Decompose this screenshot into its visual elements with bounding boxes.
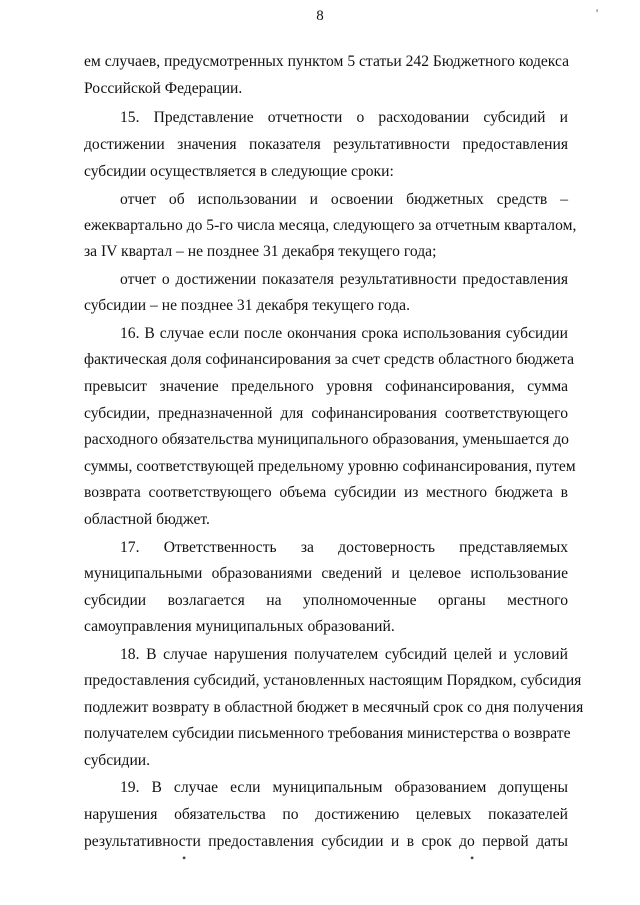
scan-mark-bottom-right: • xyxy=(470,851,475,865)
text-line: расходного обязательства муниципального образования, уменьшается до xyxy=(84,431,569,448)
text-line: подлежит возврату в областной бюджет в месячный срок со дня получения xyxy=(84,699,584,716)
text-line: 18. В случае нарушения получателем субсидий целей и условий xyxy=(120,646,568,663)
text-line: субсидии. xyxy=(84,752,151,769)
text-line: суммы, соответствующей предельному уровню софинансирования, путем xyxy=(84,458,576,475)
text-line: ежеквартально до 5-го числа месяца, следующего за отчетным кварталом, xyxy=(84,217,577,234)
text-line: нарушения обязательства по достижению целевых показателей xyxy=(84,806,568,823)
text-line: ем случаев, предусмотренных пунктом 5 статьи 242 Бюджетного кодекса xyxy=(84,53,570,70)
text-line: 17. Ответственность за достоверность представляемых xyxy=(120,539,568,556)
text-line: субсидии осуществляется в следующие сроки: xyxy=(84,163,394,180)
text-line: возврата соответствующего объема субсидии из местного бюджета в xyxy=(84,484,568,501)
text-line: Российской Федерации. xyxy=(84,80,243,97)
text-line: отчет о достижении показателя результативности предоставления xyxy=(120,271,568,288)
text-line: результативности предоставления субсидии и в срок до первой даты xyxy=(84,833,568,850)
text-line: субсидии возлагается на уполномоченные органы местного xyxy=(84,592,568,609)
text-line: предоставления субсидий, установленных настоящим Порядком, субсидия xyxy=(84,672,582,689)
text-line: 19. В случае если муниципальным образованием допущены xyxy=(120,779,568,796)
text-line: 16. В случае если после окончания срока использования субсидии xyxy=(120,325,568,342)
text-line: отчет об использовании и освоении бюджетных средств – xyxy=(120,191,568,208)
text-line: достижении значения показателя результативности предоставления xyxy=(84,136,568,153)
text-line: фактическая доля софинансирования за счет средств областного бюджета xyxy=(84,351,575,368)
text-line: превысит значение предельного уровня софинансирования, сумма xyxy=(84,378,568,395)
text-line: муниципальными образованиями сведений и целевое использование xyxy=(84,565,568,582)
text-line: 15. Представление отчетности о расходовании субсидий и xyxy=(120,109,568,126)
text-line: за IV квартал – не позднее 31 декабря текущего года; xyxy=(84,243,437,260)
scan-mark-bottom-left: • xyxy=(182,851,187,865)
page-number: 8 xyxy=(316,8,324,24)
text-line: субсидии – не позднее 31 декабря текущего года. xyxy=(84,297,410,314)
scan-mark-top-right: ' xyxy=(596,6,599,20)
text-line: самоуправления муниципальных образований. xyxy=(84,618,395,635)
text-line: областной бюджет. xyxy=(84,511,210,528)
text-line: получателем субсидии письменного требования министерства о возврате xyxy=(84,725,571,742)
text-line: субсидии, предназначенной для софинансирования соответствующего xyxy=(84,405,568,422)
